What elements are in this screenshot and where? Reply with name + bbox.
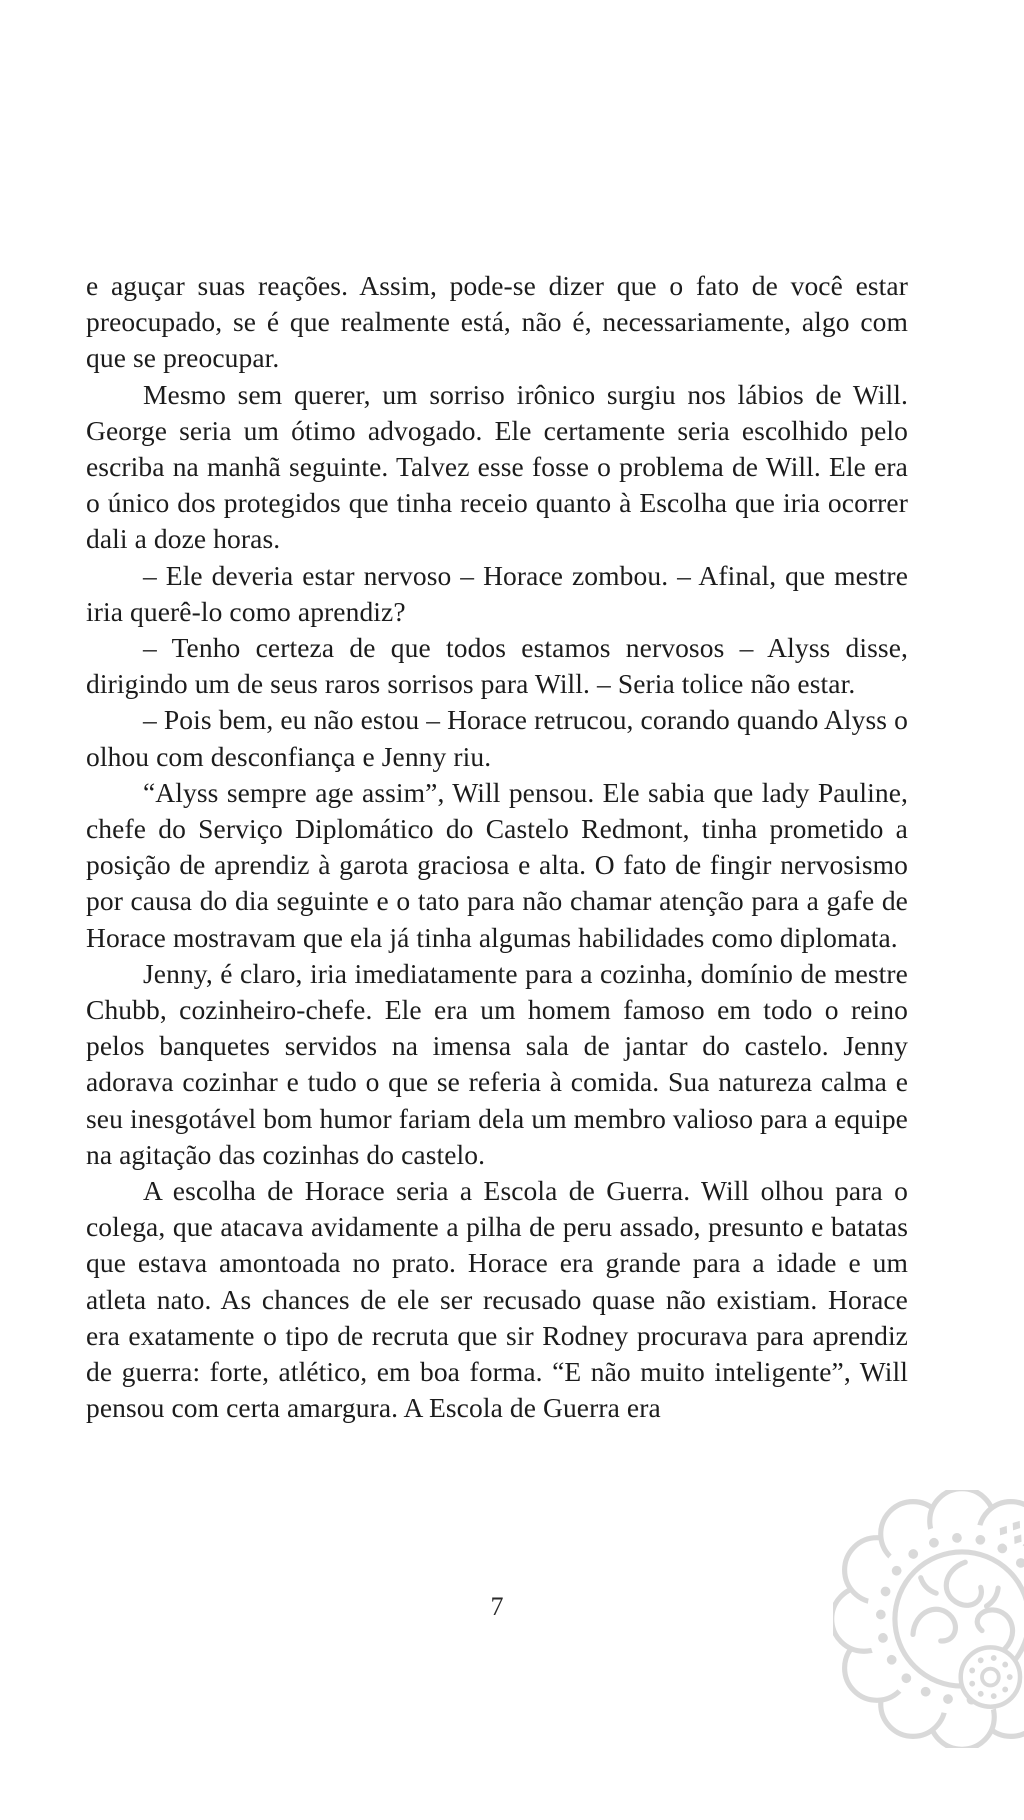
paragraph: A escolha de Horace seria a Escola de Guerra. Will olhou para o colega, que atacava avidamente a pilha de peru assado, presunto e batatas que estava amontoada no prato. Horace era grande para a idade e um atleta nato. As chances de ele ser recusado quase não existiam. Horace era exatamente o tipo de recruta que sir Rodney procurava para aprendiz de guerra: forte, atlético, em boa forma. “E não muito inteligente”, Will pensou com certa amargura. A Escola de Guerra era	[86, 1175, 908, 1424]
paragraph: Mesmo sem querer, um sorriso irônico surgiu nos lábios de Will. George seria um ótimo advogado. Ele certamente seria escolhido pelo escriba na manhã seguinte. Talvez esse fosse o problema de Will. Ele era o único dos protegidos que tinha receio quanto à Escolha que iria ocorrer dali a doze horas.	[86, 378, 908, 555]
paragraph-dialogue: – Pois bem, eu não estou – Horace retrucou, corando quando Alyss o olhou com desconfiança e Jenny riu.	[86, 704, 908, 772]
paragraph-dialogue: – Tenho certeza de que todos estamos nervosos – Alyss disse, dirigindo um de seus raros sorrisos para Will. – Seria tolice não estar.	[86, 632, 908, 700]
paragraph: “Alyss sempre age assim”, Will pensou. Ele sabia que lady Pauline, chefe do Serviço Diplomático do Castelo Redmont, tinha prometido a posição de aprendiz à garota graciosa e alta. O fato de fingir nervosismo por causa do dia seguinte e o tato para não chamar atenção para a gafe de Horace mostravam que ela já tinha algumas habilidades como diplomata.	[86, 776, 908, 953]
paragraph: Jenny, é claro, iria imediatamente para a cozinha, domínio de mestre Chubb, cozinheiro-chefe. Ele era um homem famoso em todo o reino pelos banquetes servidos na imensa sala de jantar do castelo. Jenny adorava cozinhar e tudo o que se referia à comida. Sua natureza calma e seu inesgotável bom humor fariam dela um membro valioso para a equipe na agitação das cozinhas do castelo.	[86, 957, 908, 1170]
paragraph-dialogue: – Ele deveria estar nervoso – Horace zombou. – Afinal, que mestre iria querê-lo como aprendiz?	[86, 559, 908, 627]
page-number: 7	[490, 1592, 504, 1621]
corner-ornament-icon	[833, 1490, 1024, 1748]
text-block	[86, 268, 908, 1427]
paragraph: e aguçar suas reações. Assim, pode-se dizer que o fato de você estar preocupado, se é que realmente está, não é, necessariamente, algo com que se preocupar.	[86, 270, 908, 374]
